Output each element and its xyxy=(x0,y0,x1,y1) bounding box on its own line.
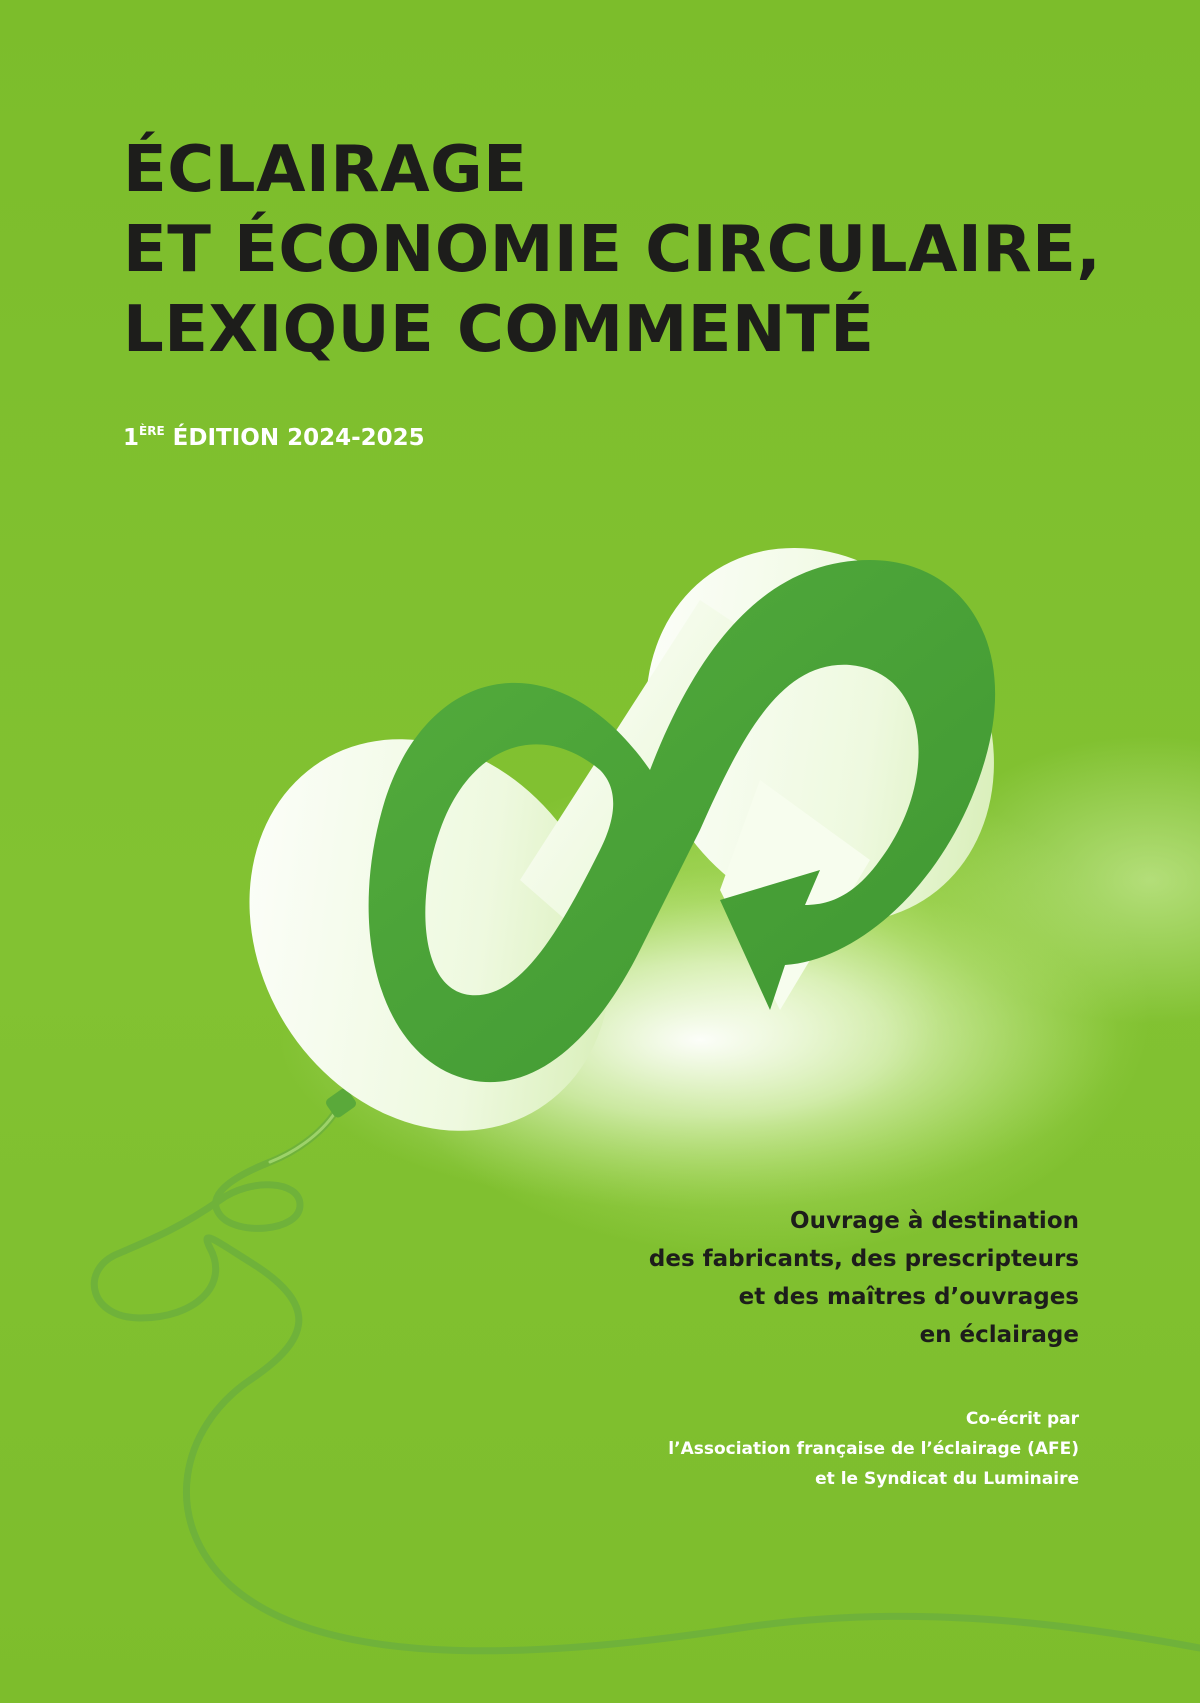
audience-line-3: et des maîtres d’ouvrages xyxy=(738,1284,1079,1310)
credit-line-3: et le Syndicat du Luminaire xyxy=(815,1469,1079,1489)
credit-line-1: Co-écrit par xyxy=(965,1409,1079,1429)
title-line-1: ÉCLAIRAGE xyxy=(123,133,528,207)
audience-line-1: Ouvrage à destination xyxy=(790,1208,1079,1234)
co-authors-credit xyxy=(668,1404,1079,1494)
circular-economy-infinity-arrow-icon xyxy=(0,520,1200,1703)
cover-title xyxy=(123,130,1101,370)
edition-text: ÉDITION 2024-2025 xyxy=(164,425,425,451)
title-line-3: LEXIQUE COMMENTÉ xyxy=(123,293,875,367)
credit-line-2: l’Association française de l’éclairage (AFE) xyxy=(668,1439,1079,1459)
edition-superscript: ÈRE xyxy=(139,424,165,438)
audience-text xyxy=(649,1202,1079,1354)
audience-line-4: en éclairage xyxy=(919,1322,1079,1348)
edition-label xyxy=(123,424,425,451)
title-line-2: ET ÉCONOMIE CIRCULAIRE, xyxy=(123,213,1102,287)
edition-number: 1 xyxy=(123,425,140,451)
audience-line-2: des fabricants, des prescripteurs xyxy=(648,1246,1079,1272)
